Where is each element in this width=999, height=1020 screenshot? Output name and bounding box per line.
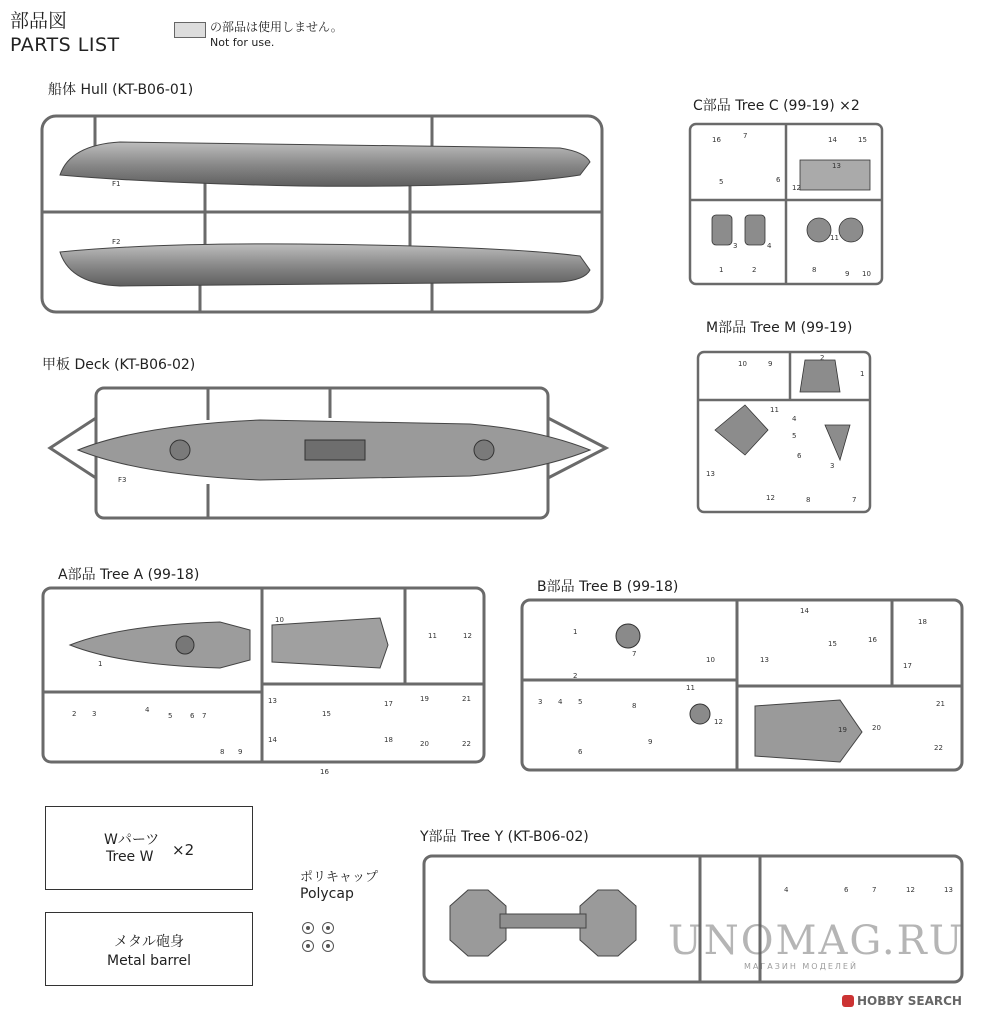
tree-b-part-label: 3 [538,698,543,706]
polycap-ring [302,922,314,934]
tree-b-part-label: 4 [558,698,563,706]
polycap-ring [322,940,334,952]
tree-a-part-1 [70,622,250,668]
site-credit [842,994,962,1008]
tree-c-part-label: 13 [832,162,841,170]
tree-m-part-label: 5 [792,432,797,440]
tree-b-part-label: 12 [714,718,723,726]
tree-a-part-label: 11 [428,632,437,640]
metal-barrel-label: Metal barrel [106,953,192,969]
tree-a-part-label: 3 [92,710,97,718]
tree-m-part-label: 12 [766,494,775,502]
tree-m-part-label: 1 [860,370,865,378]
page-title-jp: 部品図 [10,10,68,32]
tree-b-part-label: 20 [872,724,881,732]
tree-y-part-label: 6 [844,886,849,894]
tree-m-part-label: 9 [768,360,773,368]
tree-w-label-jp: Wパーツ [104,832,160,848]
tree-a-part-label: 14 [268,736,277,744]
tree-w-label: Tree W [106,849,154,865]
part-label-f1: F1 [112,180,121,188]
tree-w-count: ×2 [172,841,195,859]
part-label-f2: F2 [112,238,121,246]
tree-c-part-label: 4 [767,242,772,250]
tree-m-part-label: 11 [770,406,779,414]
tree-a-part-label: 7 [202,712,207,720]
tree-y-part-label: 13 [944,886,953,894]
tree-c-part-label: 2 [752,266,757,274]
polycap-label: Polycap [300,886,354,902]
tree-a-part-label: 18 [384,736,393,744]
tree-m-part-label: 10 [738,360,747,368]
tree-m-part-label: 4 [792,415,797,423]
tree-c-part-label: 5 [719,178,724,186]
tree-a-part-label: 6 [190,712,195,720]
legend-text: Not for use. [210,36,275,49]
tree-b-part-label: 2 [573,672,578,680]
tree-b-part-label: 14 [800,607,809,615]
tree-a-part-label: 1 [98,660,103,668]
tree-a-part-label: 10 [275,616,284,624]
tree-c-part-label: 12 [792,184,801,192]
tree-a-part-label: 13 [268,697,277,705]
watermark-text: UNOMAG.RU [668,918,965,964]
tree-b-part-label: 6 [578,748,583,756]
tree-b-part-label: 7 [632,650,637,658]
tree-b-part-label: 16 [868,636,877,644]
tree-y-label: Y部品 Tree Y (KT-B06-02) [420,829,589,845]
polycap-ring [322,922,334,934]
tree-b-label: B部品 Tree B (99-18) [537,579,679,595]
tree-b-part-label: 1 [573,628,578,636]
tree-a-part-label: 17 [384,700,393,708]
tree-c-part-label: 1 [719,266,724,274]
tree-a-part-10 [272,618,388,668]
page-title: PARTS LIST [10,34,120,56]
tree-y-part-label: 12 [906,886,915,894]
tree-c-part-label: 6 [776,176,781,184]
watermark-subtext: МАГАЗИН МОДЕЛЕЙ [744,962,858,971]
tree-b-part-label: 21 [936,700,945,708]
tree-b-part-label: 9 [648,738,653,746]
tree-c-part-label: 14 [828,136,837,144]
tree-w-box [45,806,253,890]
tree-c-part-label: 10 [862,270,871,278]
polycap-ring [302,940,314,952]
tree-m-part-label: 8 [806,496,811,504]
tree-m-part-label: 2 [820,354,825,362]
tree-c-part-label: 15 [858,136,867,144]
tree-b-part-label: 18 [918,618,927,626]
tree-b-part-label: 11 [686,684,695,692]
tree-a-part-label: 21 [462,695,471,703]
tree-a-part-label: 4 [145,706,150,714]
tree-b-part-label: 15 [828,640,837,648]
tree-a-part-label: 5 [168,712,173,720]
site-credit-text: HOBBY SEARCH [857,994,962,1008]
legend-text-jp: の部品は使用しません。 [210,20,343,34]
tree-a-part-label: 12 [463,632,472,640]
tree-b-part-label: 8 [632,702,637,710]
tree-c-part-label: 3 [733,242,738,250]
metal-barrel-label-jp: メタル砲身 [114,934,184,950]
tree-a-part-label: 22 [462,740,471,748]
hobby-search-logo-icon [842,995,854,1007]
tree-m-part-label: 6 [797,452,802,460]
tree-y-hex-right [580,890,636,956]
tree-y-hex-left [450,890,506,956]
tree-c-label: C部品 Tree C (99-19) ×2 [693,98,860,114]
tree-b-part-label: 22 [934,744,943,752]
tree-a-part-label: 19 [420,695,429,703]
tree-c-part-label: 7 [743,132,748,140]
tree-b-part-label: 19 [838,726,847,734]
part-label-f3: F3 [118,476,127,484]
tree-c-part-label: 9 [845,270,850,278]
tree-y-part-label: 4 [784,886,789,894]
tree-a-part-label: 16 [320,768,329,776]
tree-b-part-label: 13 [760,656,769,664]
tree-a-label: A部品 Tree A (99-18) [58,567,200,583]
tree-b-part-label: 10 [706,656,715,664]
hull-sprue-label: 船体 Hull (KT-B06-01) [48,82,194,98]
tree-c-part-label: 11 [830,234,839,242]
tree-m-label: M部品 Tree M (99-19) [706,320,853,336]
tree-b-part-label: 5 [578,698,583,706]
tree-m-part-label: 7 [852,496,857,504]
tree-a-part-label: 15 [322,710,331,718]
tree-b-part-label: 17 [903,662,912,670]
tree-m-part-label: 3 [830,462,835,470]
tree-a-part-label: 2 [72,710,77,718]
metal-barrel-box [45,912,253,986]
deck-sprue-label: 甲板 Deck (KT-B06-02) [42,357,196,373]
tree-m-part-label: 13 [706,470,715,478]
polycap-label-jp: ポリキャップ [300,870,379,885]
tree-y-part-label: 7 [872,886,877,894]
hull-half-f2 [60,244,590,286]
hull-half-f1 [60,142,590,186]
tree-a-part-label: 8 [220,748,225,756]
tree-c-part-label: 8 [812,266,817,274]
tree-a-part-label: 9 [238,748,243,756]
tree-c-part-label: 16 [712,136,721,144]
tree-a-part-label: 20 [420,740,429,748]
